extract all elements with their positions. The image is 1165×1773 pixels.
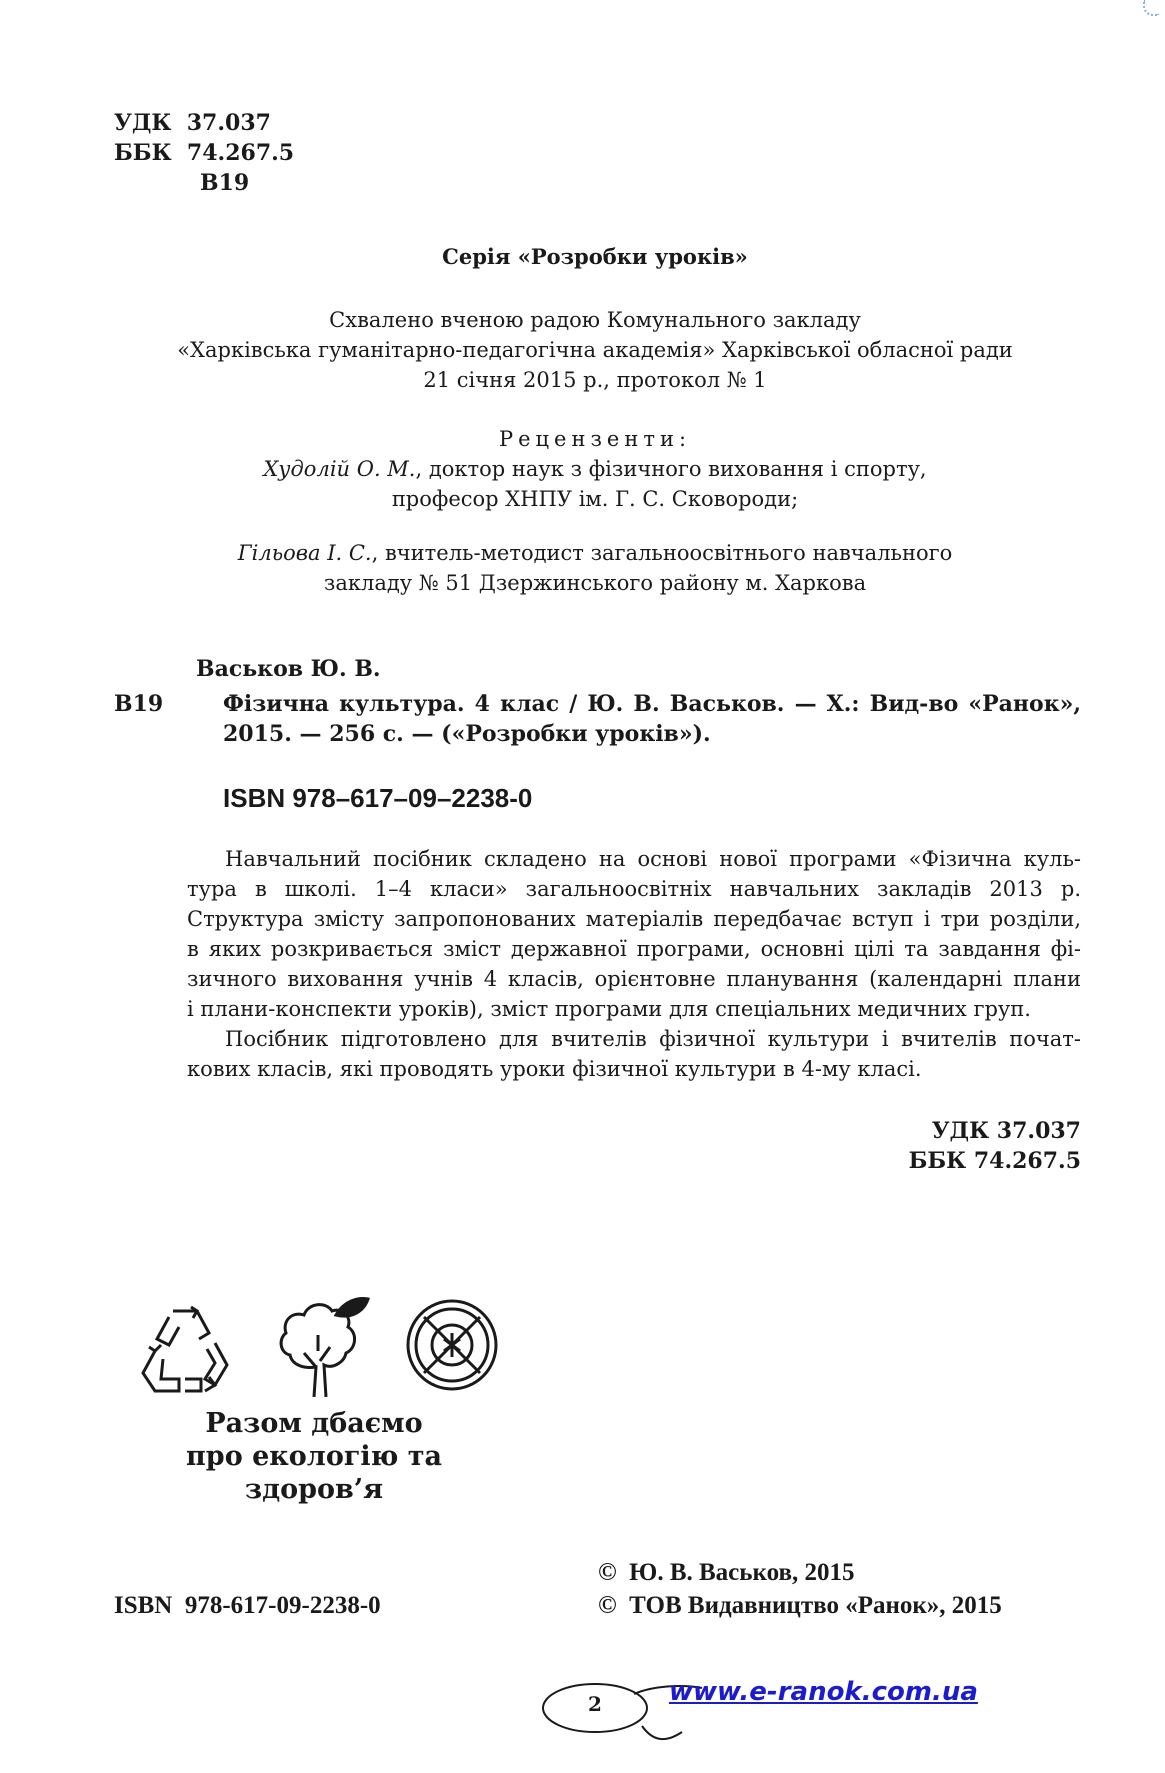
abstract-line: Посібник підготовлено для вчителів фізичної культури і вчителів почат-	[225, 1027, 1081, 1051]
reviewer-2-line2: закладу № 51 Дзержинського району м. Харкова	[323, 571, 867, 595]
website-link[interactable]: www.e-ranok.com.ua	[669, 1677, 978, 1707]
abstract-line: Структура змісту запропонованих матеріалів передбачає вступ і три розділи,	[187, 907, 1081, 931]
abstract-line: зичного виховання учнів 4 класів, орієнтовне планування (календарні плани	[187, 967, 1081, 991]
author-mark: В19	[200, 170, 250, 196]
eco-line: Разом дбаємо	[205, 1408, 423, 1439]
reviewer-2-name: Гільова І. С.	[237, 541, 372, 565]
no-pvc-icon	[404, 1297, 500, 1393]
corner-mark	[1143, 0, 1159, 16]
bib-description	[223, 689, 1081, 749]
abstract-bbk: ББК 74.267.5	[908, 1148, 1081, 1174]
recycle-icon	[135, 1303, 235, 1397]
reviewer-1-line2: професор ХНПУ ім. Г. С. Сковороди;	[391, 487, 799, 511]
abstract-line: тура в школі. 1–4 класи» загальноосвітніх навчальних закладів 2013 р.	[187, 877, 1081, 901]
abstract-line: Навчальний посібник складено на основі нової програми «Фізична куль-	[225, 847, 1081, 871]
approval-line: 21 січня 2015 р., протокол № 1	[423, 368, 767, 392]
approval-line: «Харківська гуманітарно-педагогічна академія» Харківської обласної ради	[177, 338, 1013, 362]
abstract-udk: УДК 37.037	[931, 1118, 1081, 1144]
abstract-classification	[909, 1116, 1081, 1176]
eco-line: про екологію та здоров’я	[186, 1441, 442, 1505]
reviewer-2-desc: , вчитель-методист загальноосвітнього навчального	[371, 541, 953, 565]
copyright-publisher: © ТОВ Видавництво «Ранок», 2015	[598, 1592, 1002, 1619]
page-number-badge	[542, 1682, 648, 1734]
eco-caption	[114, 1407, 514, 1506]
approval-line: Схвалено вченою радою Комунального закладу	[329, 308, 861, 332]
bib-line: Фізична культура. 4 клас / Ю. В. Васьков. — Х.: Вид-во «Ранок»,	[223, 691, 1081, 717]
reviewer-1-desc: , доктор наук з фізичного виховання і спорту,	[415, 457, 927, 481]
series-title: Серія «Розробки уроків»	[442, 244, 748, 269]
reviewers-block	[0, 424, 1165, 598]
tree-icon	[274, 1295, 372, 1399]
bib-line: 2015. — 256 с. — («Розробки уроків»).	[223, 721, 711, 747]
bib-mark: В19	[114, 691, 164, 717]
bbk-code: ББК 74.267.5	[114, 140, 295, 166]
bib-author: Васьков Ю. В.	[196, 656, 381, 682]
abstract-line: в яких розкривається зміст державної програми, основні цілі та завдання фі-	[187, 937, 1081, 961]
footer-isbn: ISBN 978-617-09-2238-0	[114, 1592, 381, 1619]
copyright-author: © Ю. В. Васьков, 2015	[598, 1559, 855, 1586]
page-number: 2	[588, 1692, 602, 1716]
copyright-block	[598, 1556, 1002, 1622]
approval-block	[0, 305, 1165, 395]
reviewers-heading: Рецензенти:	[498, 427, 692, 451]
reviewer-1-name: Худолій О. М.	[263, 457, 416, 481]
classification-block	[114, 108, 294, 198]
abstract	[187, 844, 1081, 1084]
abstract-line: і плани-конспекти уроків), зміст програми для спеціальних медичних груп.	[187, 997, 1031, 1021]
reviewer-1-line	[0, 454, 1165, 484]
abstract-line: кових класів, які проводять уроки фізичної культури в 4-му класі.	[187, 1057, 922, 1081]
udk-code: УДК 37.037	[114, 110, 271, 136]
bib-isbn: ISBN 978–617–09–2238-0	[223, 783, 533, 813]
reviewer-2-line	[0, 538, 1165, 568]
